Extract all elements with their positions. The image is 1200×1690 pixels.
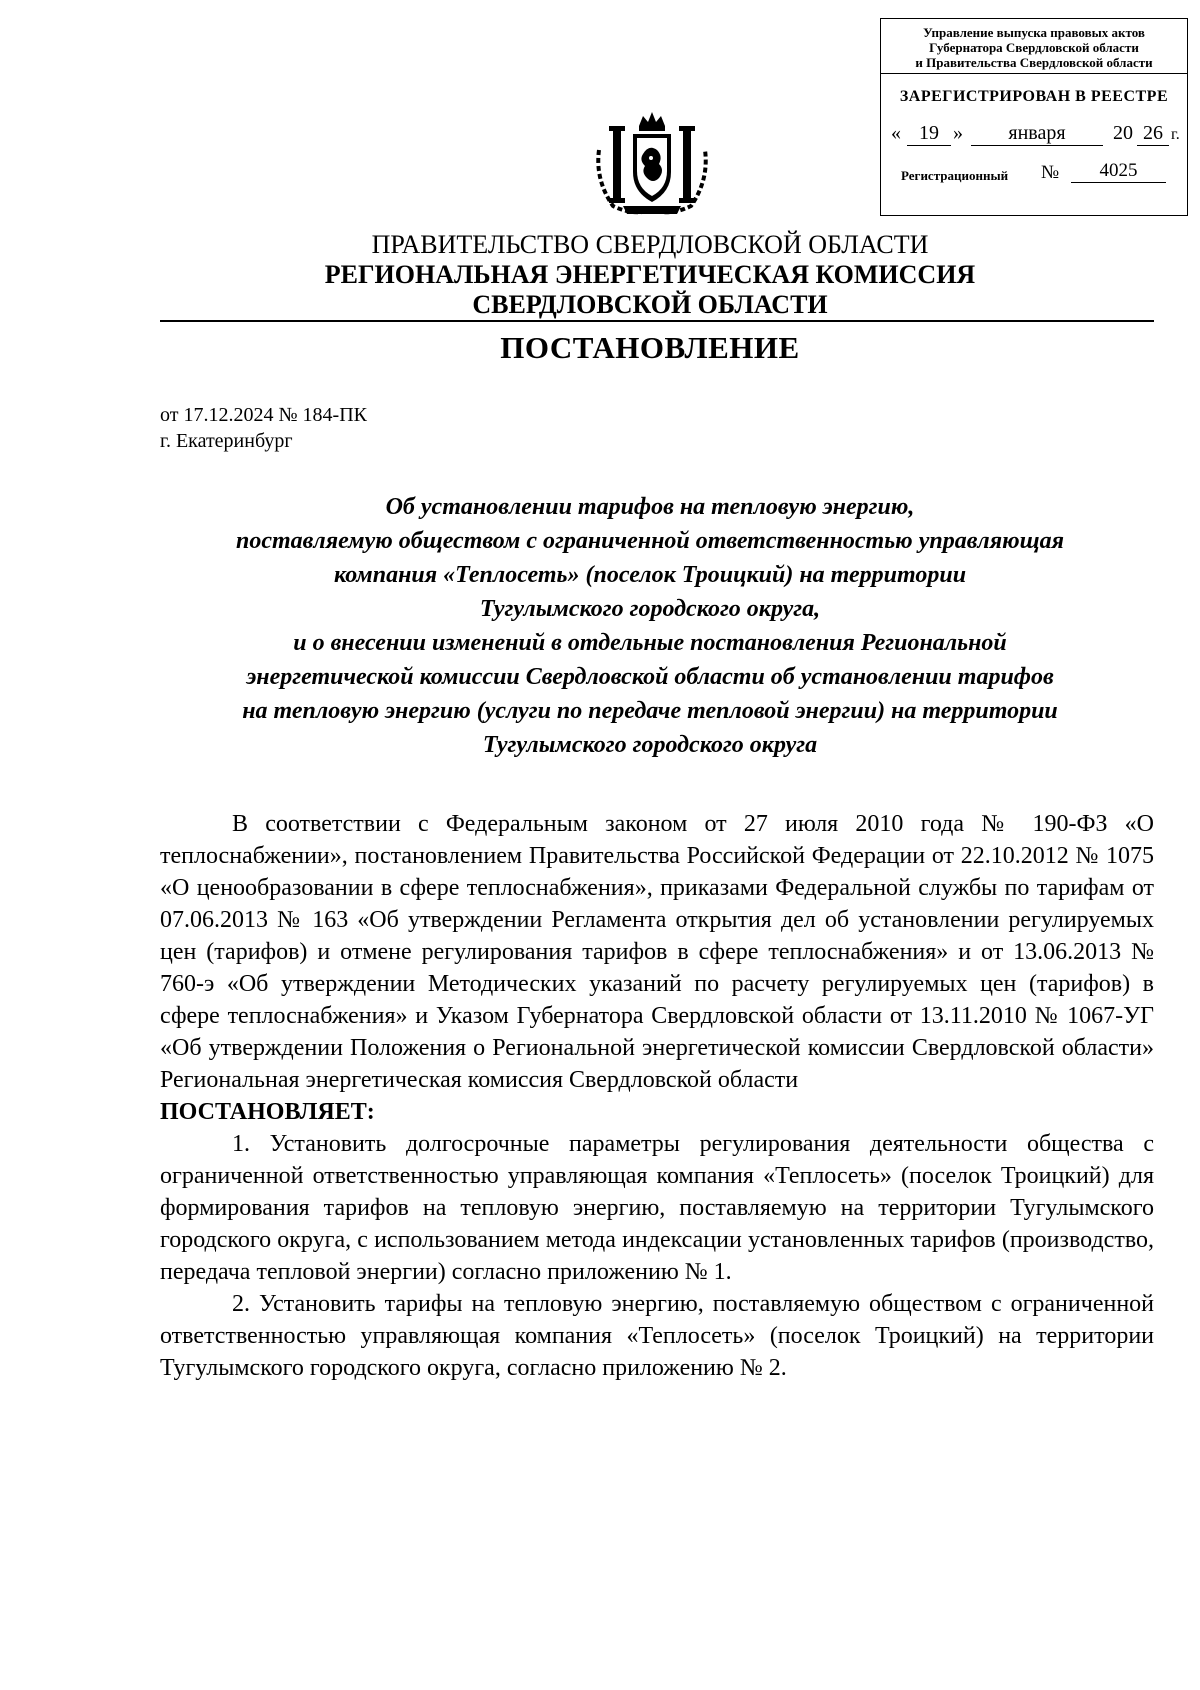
stamp-number-row: [881, 162, 1187, 186]
stamp-year-suffix: 26: [1137, 122, 1169, 146]
title-line: Тугулымского городского округа: [482, 732, 818, 758]
title-line: и о внесении изменений в отдельные постановления Региональной: [293, 630, 1007, 656]
stamp-header-line: и Правительства Свердловской области: [915, 55, 1153, 70]
government-name: ПРАВИТЕЛЬСТВО СВЕРДЛОВСКОЙ ОБЛАСТИ: [371, 230, 929, 259]
commission-name: РЕГИОНАЛЬНАЯ ЭНЕРГЕТИЧЕСКАЯ КОМИССИЯ: [324, 260, 976, 289]
title-line: Об установлении тарифов на тепловую энергию,: [385, 494, 915, 520]
title-line: на тепловую энергию (услуги по передаче тепловой энергии) на территории: [242, 698, 1058, 724]
document-date-number: от 17.12.2024 № 184-ПК: [160, 404, 368, 426]
stamp-date: [881, 122, 1187, 148]
item-2-paragraph: 2. Установить тарифы на тепловую энергию, поставляемую обществом с ограниченной ответственностью управляющая компания «Теплосеть» (поселок Троицкий) на территории Тугулымского городского округа, согласно приложению № 2.: [160, 1291, 1154, 1381]
stamp-day: 19: [907, 122, 951, 146]
stamp-close-quote: »: [953, 122, 963, 144]
title-line: поставляемую обществом с ограниченной ответственностью управляющая: [236, 528, 1064, 554]
stamp-year-unit: г.: [1171, 126, 1180, 143]
title-line: компания «Теплосеть» (поселок Троицкий) на территории: [333, 562, 967, 588]
document-body: [160, 808, 1154, 1384]
coat-of-arms-icon: [593, 110, 711, 218]
stamp-year-prefix: 20: [1113, 122, 1133, 144]
decree-heading: ПОСТАНОВЛЯЕТ:: [160, 1099, 375, 1125]
document-title: [150, 490, 1150, 762]
header-divider: [160, 320, 1154, 322]
document-city: г. Екатеринбург: [160, 430, 293, 452]
stamp-month: января: [971, 122, 1103, 146]
stamp-number: 4025: [1071, 160, 1166, 183]
stamp-open-quote: «: [891, 122, 901, 144]
title-line: Тугулымского городского округа,: [479, 596, 821, 622]
stamp-number-label: Регистрационный: [901, 168, 1009, 183]
stamp-number-sign: №: [1041, 162, 1060, 183]
item-1-paragraph: 1. Установить долгосрочные параметры регулирования деятельности общества с ограниченной ответственностью управляющая компания «Теплосеть» (поселок Троицкий) для формирования тарифов на тепловую энергию, поставляемую на территории Тугулымского городского округа, с использованием метода индексации установленных тарифов (производство, передача тепловой энергии) согласно приложению № 1.: [160, 1131, 1154, 1285]
stamp-header-line: Управление выпуска правовых актов: [923, 25, 1145, 40]
preamble-paragraph: В соответствии с Федеральным законом от 27 июля 2010 года № 190-ФЗ «О теплоснабжении», постановлением Правительства Российской Федерации от 22.10.2012 № 1075 «О ценообразовании в сфере теплоснабжения», приказами Федеральной службы по тарифам от 07.06.2013 № 163 «Об утверждении Регламента открытия дел об установлении регулируемых цен (тарифов) и отмене регулирования тарифов в сфере теплоснабжения» и от 13.06.2013 № 760-э «Об утверждении Методических указаний по расчету регулируемых цен (тарифов) в сфере теплоснабжения» и Указом Губернатора Свердловской области от 13.11.2010 № 1067-УГ «Об утверждении Положения о Региональной энергетической комиссии Свердловской области» Региональная энергетическая комиссия Свердловской области: [160, 811, 1154, 1093]
document-type: ПОСТАНОВЛЕНИЕ: [500, 330, 800, 365]
stamp-registered-label: ЗАРЕГИСТРИРОВАН В РЕЕСТРЕ: [899, 88, 1169, 105]
registration-stamp: [880, 18, 1188, 216]
commission-region: СВЕРДЛОВСКОЙ ОБЛАСТИ: [472, 290, 828, 319]
stamp-header: [881, 19, 1187, 74]
stamp-header-line: Губернатора Свердловской области: [929, 40, 1139, 55]
title-line: энергетической комиссии Свердловской области об установлении тарифов: [246, 664, 1054, 690]
